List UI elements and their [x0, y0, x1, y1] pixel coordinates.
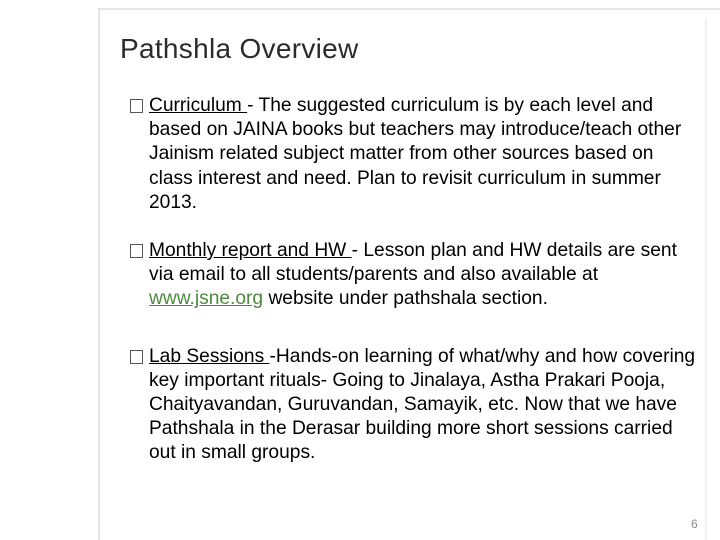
slide-frame-right-line [705, 18, 707, 540]
bullet-text: -Hands-on learning of what/why and how covering key important rituals- Going to Jinalaya, Astha Prakari Pooja, Chaityavandan, Guruvandan, Samayik, etc. Now that we have Pathshala in the Derasar building more short sessions carried out in small groups. [149, 345, 696, 464]
slide-frame-left-line [98, 8, 100, 540]
bullet-term: Monthly report and HW [149, 240, 352, 262]
bullet-item-curriculum [130, 94, 700, 215]
bullet-text-continued: website under pathshala section. [263, 288, 548, 310]
bullet-list [130, 94, 700, 466]
square-bullet-icon [130, 350, 143, 364]
bullet-item-lab-sessions [130, 345, 700, 466]
slide-title: Pathshla Overview [120, 33, 359, 64]
square-bullet-icon [130, 99, 143, 113]
bullet-term: Lab Sessions [149, 345, 270, 367]
bullet-text: - Lesson plan and HW details are sent via email to all students/parents and also available at [149, 240, 677, 286]
square-bullet-icon [130, 244, 143, 258]
bullet-item-monthly-report [130, 239, 700, 312]
bullet-term: Curriculum [149, 95, 248, 116]
slide-frame-top-line [100, 8, 720, 10]
bullet-text: - The suggested curriculum is by each level and based on JAINA books but teachers may introduce/teach other Jainism related subject matter from other sources based on class interest and need. Plan to revisit curriculum in summer 2013. [149, 95, 682, 213]
page-number: 6 [691, 517, 698, 531]
jsne-website-link[interactable]: www.jsne.org [149, 288, 264, 310]
